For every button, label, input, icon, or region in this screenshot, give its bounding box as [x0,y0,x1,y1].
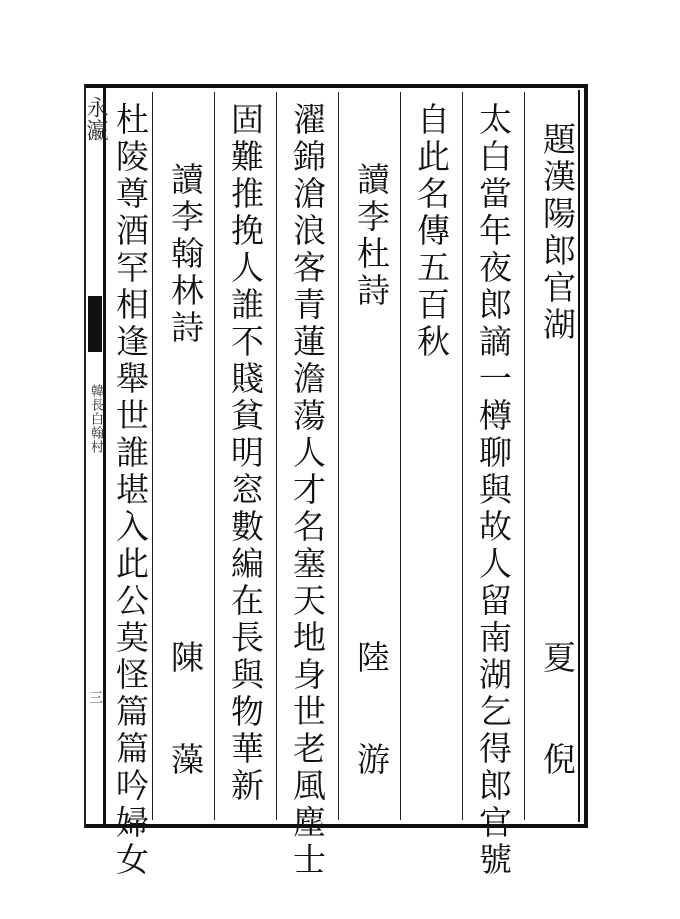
poem-title: 讀李翰林詩 [166,162,205,347]
fold-margin [84,84,106,828]
poem-line: 濯錦滄浪客青蓮澹蕩人才名塞天地身世老風塵士 [288,102,327,879]
poem-author: 陸 游 [352,640,391,793]
poem-line: 自此名傳五百秋 [412,102,451,361]
poem-author: 陳 藻 [166,640,205,793]
column-4 [338,92,400,820]
column-2 [462,92,524,879]
fold-page-number: 三 [87,690,103,705]
column-7 [152,92,214,820]
column-3 [400,92,462,820]
poem-line: 杜陵尊酒罕相逢舉世誰堪入此公莫怪篇篇吟婦女 [111,102,150,879]
column-1 [524,92,586,820]
poem-title: 讀李杜詩 [352,162,391,310]
column-5 [276,92,338,879]
poem-line: 固難推挽人誰不賤貧明窓數編在長與物華新 [226,102,265,805]
fold-book-label: 韓長白翰村 [88,384,103,454]
column-8 [106,92,152,879]
poem-line: 太白當年夜郎謫一樽聊與故人留南湖乞得郎官號 [474,102,513,879]
fold-title: 永瀛 [83,96,108,142]
column-6 [214,92,276,820]
poem-author: 夏 倪 [538,640,577,793]
fold-fishtail-mark [88,296,102,352]
poem-title: 題漢陽郎官湖 [538,122,577,344]
